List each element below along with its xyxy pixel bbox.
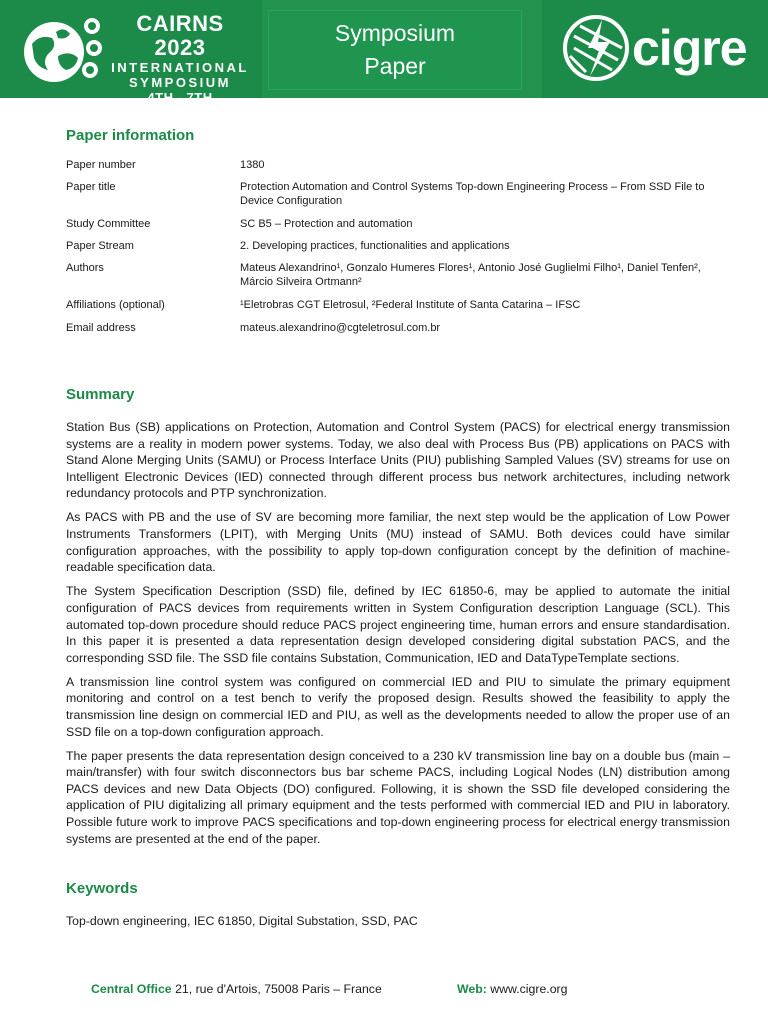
email-link[interactable]: mateus.alexandrino@cgteletrosul.com.br xyxy=(240,322,441,334)
doc-type-line-2: Paper xyxy=(364,53,426,79)
footer-office xyxy=(91,982,382,996)
summary-paragraph: As PACS with PB and the use of SV are becoming more familiar, the next step would be the application of Low Power Instruments Transformers (LPIT), with Merging Units (MU) instead of SAMU. Both devices could have similar configuration approaches, with the possibility to apply top-down configuration concept by the definition of machine-readable specification data. xyxy=(66,510,730,575)
doc-type-line-1: Symposium xyxy=(334,20,456,46)
info-label: Paper title xyxy=(66,181,116,193)
paper-info-heading: Paper information xyxy=(66,127,195,144)
header-banner xyxy=(0,0,768,121)
doc-type-box xyxy=(268,10,522,90)
summary-paragraph: The System Specification Description (SSD) file, defined by IEC 61850-6, may be applied to automate the initial configuration of PACS devices from requirements written in System Configuration description Language (SCL). This automated top-down procedure should reduce PACS project engineering time, human errors and ensure standardisation. In this paper it is presented a data representation design developed considering digital substation PACS, and the corresponding SSD file. The SSD file contains Substation, Communication, IED and DataTypeTemplate sections. xyxy=(66,584,730,665)
info-label: Email address xyxy=(66,322,136,334)
office-address: 21, rue d'Artois, 75008 Paris – France xyxy=(175,982,382,996)
globe-logo-icon xyxy=(18,10,108,90)
cigre-logo-icon xyxy=(562,14,630,82)
footer-web xyxy=(457,982,568,996)
keywords-heading: Keywords xyxy=(66,880,138,897)
info-label: Authors xyxy=(66,262,104,274)
event-subtitle-1: INTERNATIONAL xyxy=(111,60,249,75)
web-link[interactable]: www.cigre.org xyxy=(490,982,568,996)
info-value: Protection Automation and Control Systems Top-down Engineering Process – From SSD File to Device Configuration xyxy=(240,181,705,207)
summary-paragraph: A transmission line control system was configured on commercial IED and PIU to simulate the primary equipment monitoring and control on a test bench to verify the proposed design. Results showed the feasibility to apply the transmission line design on commercial IED and PIU, as well as the developments needed to allow the proper use of an SSD file on a top-down configuration approach. xyxy=(66,674,730,739)
info-label: Paper Stream xyxy=(66,240,134,252)
event-title: CAIRNS 2023 xyxy=(136,11,224,60)
office-label: Central Office xyxy=(91,982,172,996)
summary-paragraph: The paper presents the data representation design conceived to a 230 kV transmission line bay on a double bus (main – main/transfer) with four switch disconnectors bus bar scheme PACS, including Logical Nodes (LN) distribution among PACS devices and new Data Objects (DO) configured. Following, it is shown the SSD file developed considering the application of PIU digitalizing all primary equipment and the tests performed with commercial IED and PIU in laboratory. Possible future work to improve PACS specifications and top-down engineering process for electrical energy transmission systems are presented at the end of the paper. xyxy=(66,748,730,846)
brand-wordmark: cigre xyxy=(632,20,747,76)
info-label: Paper number xyxy=(66,159,136,171)
info-value: Mateus Alexandrino¹, Gonzalo Humeres Flores¹, Antonio José Guglielmi Filho¹, Daniel Tenfen², Márcio Silveira Ortmann² xyxy=(240,262,701,288)
info-value: 1380 xyxy=(240,159,265,171)
info-label: Study Committee xyxy=(66,218,151,230)
info-value: ¹Eletrobras CGT Eletrosul, ²Federal Institute of Santa Catarina – IFSC xyxy=(240,299,581,311)
info-value: 2. Developing practices, functionalities and applications xyxy=(240,240,510,252)
summary-body xyxy=(66,419,730,855)
event-dates: 4TH - 7TH SEPTEMBER xyxy=(137,90,223,121)
summary-paragraph: Station Bus (SB) applications on Protection, Automation and Control System (PACS) for electrical energy transmission systems are a reality in modern power systems. Today, we also deal with Process Bus (PB) applications on PACS with Stand Alone Merging Units (SAMU) or Process Interface Units (PIU) publishing Sampled Values (SV) streams for use on Intelligent Electronic Devices (IED) connected through different process bus network architectures, including network redundancy protocols and PTP synchronization. xyxy=(66,420,730,501)
web-label: Web: xyxy=(457,982,487,996)
info-label: Affiliations (optional) xyxy=(66,299,165,311)
event-subtitle-2: SYMPOSIUM xyxy=(129,75,231,90)
event-branding xyxy=(110,12,250,122)
info-value: SC B5 – Protection and automation xyxy=(240,218,413,230)
keywords-list: Top-down engineering, IEC 61850, Digital Substation, SSD, PAC xyxy=(66,914,418,928)
summary-heading: Summary xyxy=(66,386,135,403)
